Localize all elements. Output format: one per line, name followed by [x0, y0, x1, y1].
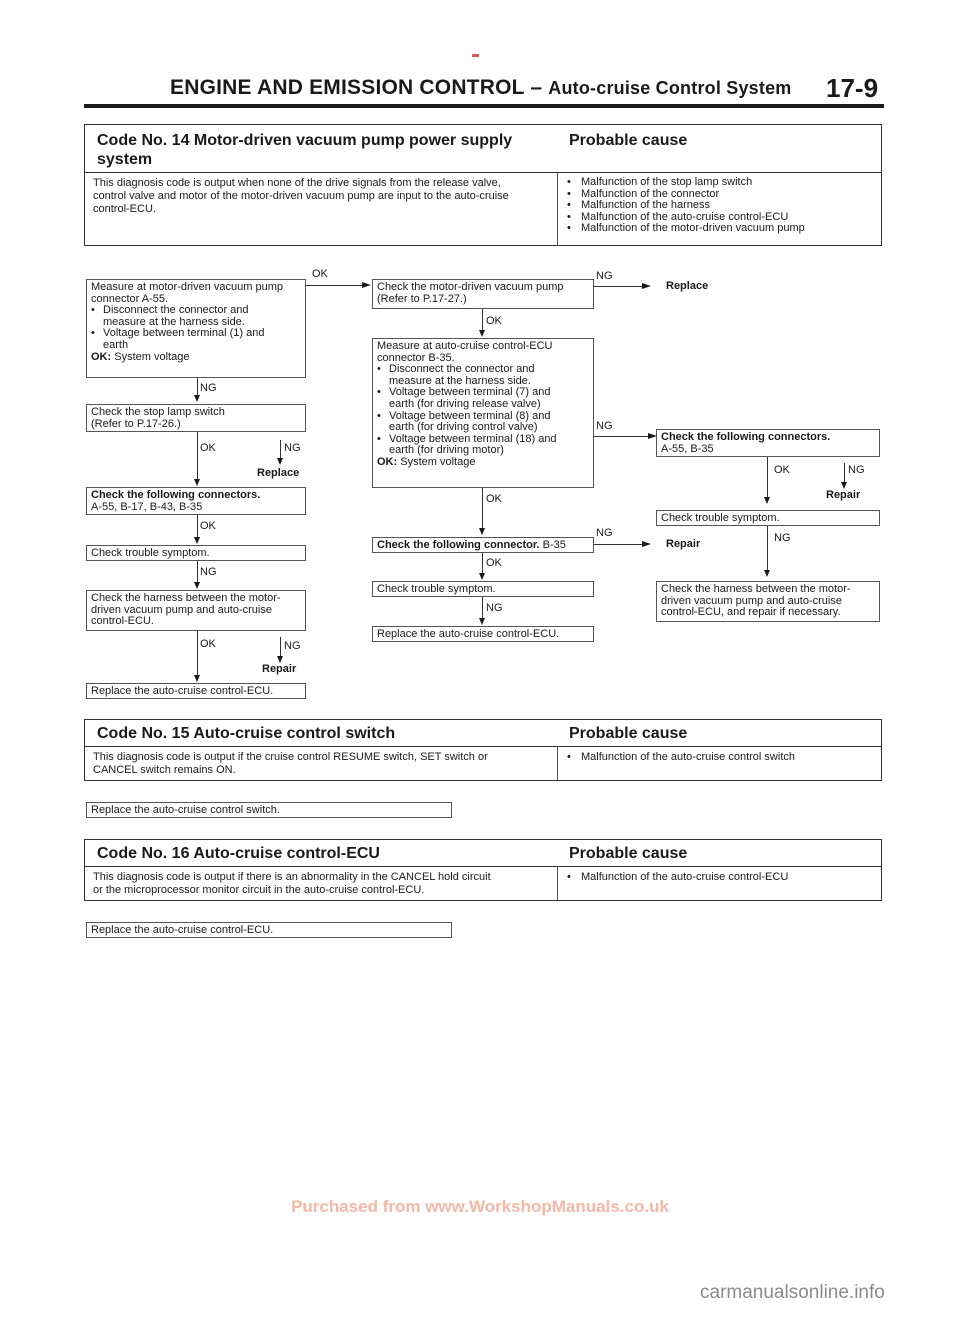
- connector-line: [482, 553, 483, 574]
- flow-box-check-vacuum-pump: Check the motor-driven vacuum pump (Refer to P.17-27.): [372, 279, 594, 309]
- cause-item: • Malfunction of the auto-cruise control-ECU: [567, 210, 789, 223]
- flow-box-check-connector-b35: Check the following connector. B-35: [372, 537, 594, 553]
- cause-item: • Malfunction of the motor-driven vacuum pump: [567, 222, 805, 235]
- code-16-table: [84, 839, 882, 901]
- code-16-cause-heading: Probable cause: [569, 845, 688, 862]
- action-repair: Repair: [262, 663, 297, 675]
- ok-label: OK: [200, 638, 216, 650]
- arrow-down: [479, 573, 485, 580]
- connector-line: [280, 637, 281, 657]
- arrow-down: [277, 656, 283, 663]
- ng-label: NG: [200, 382, 217, 394]
- flow-box-stop-lamp-switch: Check the stop lamp switch (Refer to P.17-26.): [86, 404, 306, 432]
- flow-box-check-harness-right: Check the harness between the motor- driven vacuum pump and auto-cruise control-ECU, and repair if necessary.: [656, 581, 880, 622]
- ok-label: OK: [200, 442, 216, 454]
- arrow-down: [479, 618, 485, 625]
- code-15-title: Code No. 15 Auto-cruise control switch: [97, 725, 396, 742]
- desc-line: control valve and motor of the motor-driven vacuum pump are input to the auto-cruise: [93, 190, 509, 202]
- code-16-causes: [567, 872, 788, 884]
- cause-item: • Malfunction of the auto-cruise control switch: [567, 751, 795, 763]
- action-replace: Replace: [257, 467, 300, 479]
- arrow-down: [764, 570, 770, 577]
- connector-line: [197, 515, 198, 538]
- code-15-table: [84, 719, 882, 781]
- ok-label: OK: [486, 493, 502, 505]
- ng-label: NG: [200, 566, 217, 578]
- ng-label: NG: [284, 442, 301, 454]
- flow-box-replace-ecu-middle: Replace the auto-cruise control-ECU.: [372, 626, 594, 642]
- code-15-description: [93, 751, 553, 777]
- header-mark: [472, 54, 479, 57]
- desc-line: CANCEL switch remains ON.: [93, 764, 236, 776]
- flow-box-check-symptom-middle: Check trouble symptom.: [372, 581, 594, 597]
- ok-label: OK: [200, 520, 216, 532]
- connector-line: [197, 378, 198, 396]
- cause-item: • Malfunction of the auto-cruise control-ECU: [567, 871, 789, 883]
- connector-line: [482, 309, 483, 331]
- code-15-causes: [567, 752, 795, 764]
- arrow-down: [194, 582, 200, 589]
- ng-label: NG: [486, 602, 503, 614]
- ng-label: NG: [848, 464, 865, 476]
- arrow-right: [642, 283, 651, 289]
- cause-item: • Malfunction of the connector: [567, 187, 720, 200]
- cause-item: • Malfunction of the harness: [567, 199, 711, 212]
- flow-box-measure-ecu-connector: Measure at auto-cruise control-ECU connector B-35. • Disconnect the connector and measure at the harness side. • Voltage between terminal (7) and earth (for driving release valve) • Voltage between terminal (8) and earth (for driving control valve) • Voltage between terminal (18) and earth (for driving motor) OK: System voltage: [372, 338, 594, 488]
- desc-line: This diagnosis code is output if the cruise control RESUME switch, SET switch or: [93, 751, 488, 763]
- connector-line: [197, 631, 198, 676]
- desc-line: or the microprocessor monitor circuit in the auto-cruise control-ECU.: [93, 884, 425, 896]
- cause-item: • Malfunction of the stop lamp switch: [567, 176, 753, 188]
- column-divider: [557, 747, 558, 780]
- code-14-causes: [567, 177, 805, 235]
- code-15-cause-heading: Probable cause: [569, 725, 688, 742]
- arrow-down: [277, 458, 283, 465]
- section-subtitle: Auto-cruise Control System: [548, 78, 792, 98]
- ng-label: NG: [774, 532, 791, 544]
- connector-line: [280, 440, 281, 460]
- connector-line: [767, 457, 768, 498]
- desc-line: control-ECU.: [93, 203, 156, 215]
- connector-line: [767, 526, 768, 571]
- column-divider: [557, 867, 558, 900]
- action-repair: Repair: [826, 489, 861, 501]
- code-15-action-box: Replace the auto-cruise control switch.: [86, 802, 452, 818]
- connector-line: [844, 463, 845, 483]
- ok-label: OK: [774, 464, 790, 476]
- flow-box-check-symptom-left: Check trouble symptom.: [86, 545, 306, 561]
- ok-label: OK: [486, 315, 502, 327]
- arrow-down: [194, 537, 200, 544]
- ng-label: NG: [284, 640, 301, 652]
- ok-label: OK: [312, 268, 328, 280]
- flow-box-replace-ecu-left: Replace the auto-cruise control-ECU.: [86, 683, 306, 699]
- connector-line: [482, 488, 483, 529]
- arrow-right: [642, 541, 651, 547]
- ng-label: NG: [596, 420, 613, 432]
- connector-line: [197, 432, 198, 480]
- section-title: ENGINE AND EMISSION CONTROL: [170, 76, 525, 99]
- ng-label: NG: [596, 527, 613, 539]
- code-14-title-line-2: system: [97, 151, 153, 168]
- arrow-down: [194, 675, 200, 682]
- connector-line: [594, 544, 644, 545]
- code-14-cause-heading: Probable cause: [569, 132, 688, 149]
- ok-label: OK: [486, 557, 502, 569]
- page-header: [170, 76, 791, 100]
- arrow-down: [194, 479, 200, 486]
- arrow-down: [764, 497, 770, 504]
- site-footer-mark: carmanualsonline.info: [700, 1282, 885, 1303]
- arrow-down: [194, 395, 200, 402]
- arrow-down: [479, 330, 485, 337]
- connector-line: [197, 561, 198, 583]
- column-divider: [557, 173, 558, 245]
- desc-line: This diagnosis code is output if there is an abnormality in the CANCEL hold circuit: [93, 871, 491, 883]
- title-dash: –: [530, 76, 543, 99]
- action-replace: Replace: [666, 280, 709, 292]
- header-rule: [84, 104, 884, 108]
- code-14-title: [97, 131, 512, 169]
- code-14-description: [93, 177, 553, 216]
- desc-line: This diagnosis code is output when none of the drive signals from the release valve,: [93, 177, 501, 189]
- purchase-watermark: Purchased from www.WorkshopManuals.co.uk: [291, 1197, 669, 1216]
- code-16-description: [93, 871, 553, 897]
- arrow-right: [362, 282, 371, 288]
- connector-line: [594, 436, 650, 437]
- ng-label: NG: [596, 270, 613, 282]
- arrow-down: [841, 482, 847, 489]
- flow-box-check-harness-left: Check the harness between the motor- driven vacuum pump and auto-cruise control-ECU.: [86, 590, 306, 631]
- code-14-table: [84, 124, 882, 246]
- flow-box-check-connectors-a55: Check the following connectors. A-55, B-17, B-43, B-35: [86, 487, 306, 515]
- code-16-action-box: Replace the auto-cruise control-ECU.: [86, 922, 452, 938]
- action-repair: Repair: [666, 538, 701, 550]
- page-number: 17-9: [826, 73, 879, 103]
- flow-box-measure-pump-connector: Measure at motor-driven vacuum pump connector A-55. • Disconnect the connector and measure at the harness side. • Voltage between terminal (1) and earth OK: System voltage: [86, 279, 306, 378]
- arrow-down: [479, 528, 485, 535]
- flow-box-check-symptom-right: Check trouble symptom.: [656, 510, 880, 526]
- flow-box-check-connectors-a55-b35: Check the following connectors. A-55, B-35: [656, 429, 880, 457]
- code-16-title: Code No. 16 Auto-cruise control-ECU: [97, 845, 380, 862]
- code-14-title-line-1: Code No. 14 Motor-driven vacuum pump power supply: [97, 132, 513, 149]
- connector-line: [594, 286, 644, 287]
- connector-line: [482, 597, 483, 619]
- connector-line: [306, 285, 364, 286]
